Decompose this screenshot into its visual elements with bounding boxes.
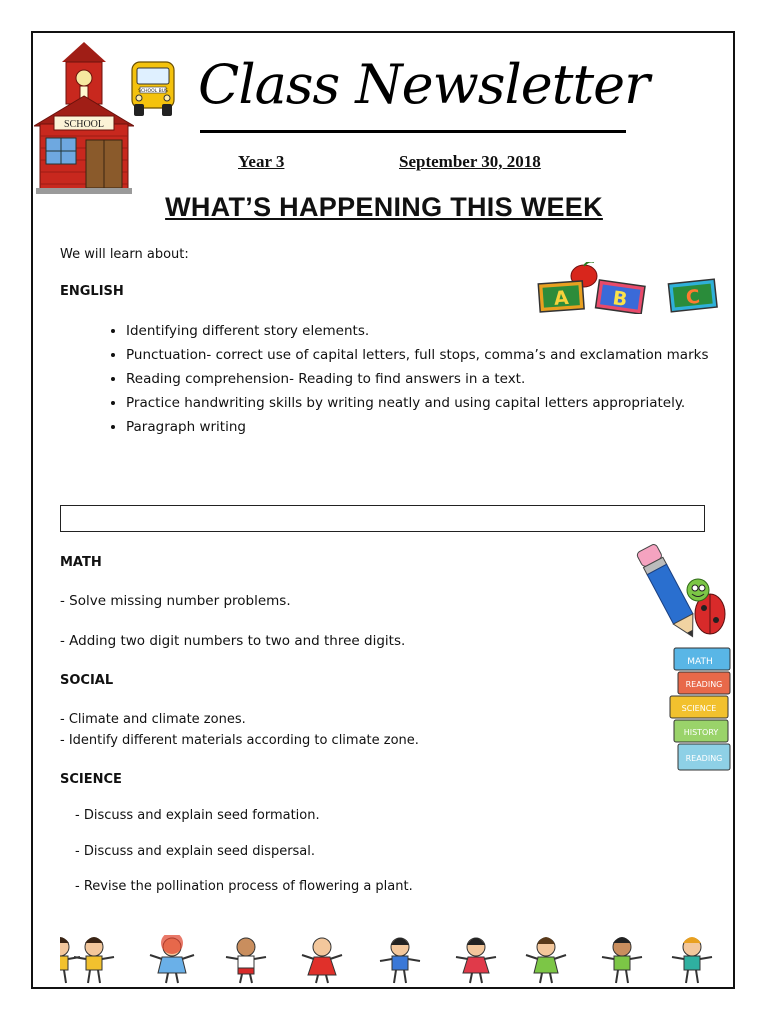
math-item: - Solve missing number problems. bbox=[60, 593, 291, 609]
science-item: - Discuss and explain seed formation. bbox=[75, 808, 320, 823]
book-label: READING bbox=[685, 680, 723, 689]
newsletter-title: Class Newsletter bbox=[198, 53, 649, 116]
date-label: September 30, 2018 bbox=[399, 152, 541, 171]
year-label: Year 3 bbox=[238, 152, 285, 171]
science-item: - Discuss and explain seed dispersal. bbox=[75, 844, 316, 859]
math-heading: MATH bbox=[60, 555, 102, 570]
english-heading: ENGLISH bbox=[60, 284, 124, 299]
school-sign-text: SCHOOL bbox=[63, 119, 105, 130]
book-label: READING bbox=[685, 754, 723, 763]
block-letter-c: C bbox=[684, 285, 702, 310]
children-row-icon bbox=[60, 935, 720, 987]
title-underline bbox=[200, 130, 626, 133]
book-label: MATH bbox=[687, 657, 713, 667]
empty-text-box bbox=[60, 505, 705, 532]
science-heading: SCIENCE bbox=[60, 772, 122, 787]
book-label: SCIENCE bbox=[681, 704, 717, 713]
social-item: - Climate and climate zones. bbox=[60, 712, 246, 727]
math-item: - Adding two digit numbers to two and three digits. bbox=[60, 633, 406, 649]
list-item: • Punctuation- correct use of capital letters, full stops, comma’s and exclamation marks bbox=[126, 343, 716, 367]
schoolhouse-icon bbox=[34, 40, 134, 196]
social-item: - Identify different materials according to climate zone. bbox=[60, 733, 419, 748]
science-item: - Revise the pollination process of flowering a plant. bbox=[75, 879, 413, 894]
block-letter-a: A bbox=[553, 286, 570, 310]
social-heading: SOCIAL bbox=[60, 673, 114, 688]
pencil-bug-icon bbox=[628, 538, 730, 642]
intro-text: We will learn about: bbox=[60, 247, 189, 262]
list-item: • Reading comprehension- Reading to find answers in a text. bbox=[126, 367, 716, 391]
school-bus-icon bbox=[128, 58, 178, 120]
book-label: HISTORY bbox=[683, 728, 719, 737]
book-stack-icon bbox=[666, 644, 734, 786]
list-item: • Paragraph writing bbox=[126, 415, 716, 439]
list-item: • Practice handwriting skills by writing neatly and using capital letters appropriately. bbox=[126, 391, 716, 415]
abc-blocks-icon bbox=[534, 262, 734, 314]
bus-sign-text: SCHOOL BUS bbox=[138, 89, 168, 94]
block-letter-b: B bbox=[611, 287, 629, 311]
english-list bbox=[103, 319, 716, 439]
headline: WHAT’S HAPPENING THIS WEEK bbox=[165, 192, 603, 222]
list-item: • Identifying different story elements. bbox=[126, 319, 716, 343]
